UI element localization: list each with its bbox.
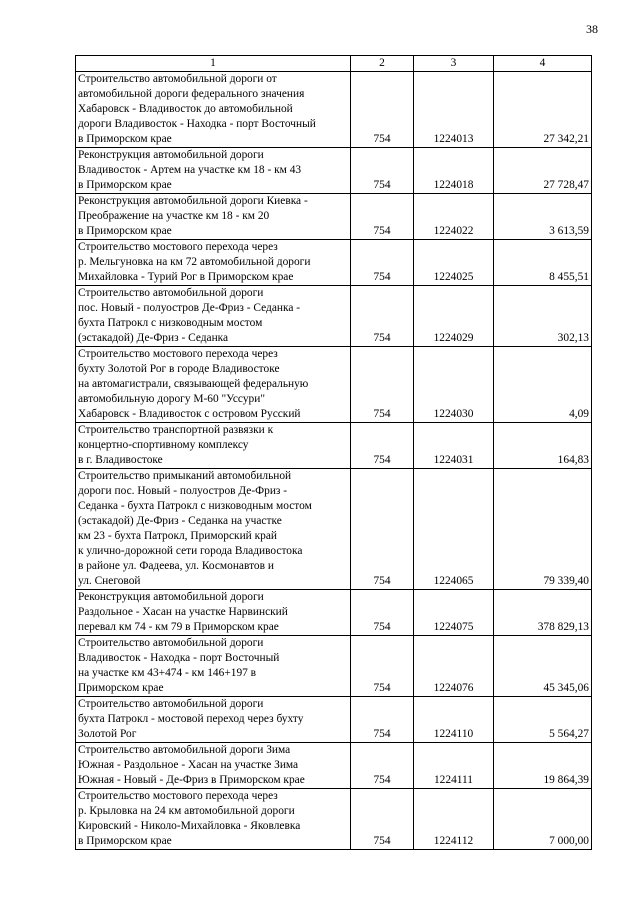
row-code-cell: 754 xyxy=(351,240,414,286)
row-article-cell: 1224022 xyxy=(414,194,494,240)
row-article-cell: 1224110 xyxy=(414,697,494,743)
table-row xyxy=(76,286,592,347)
row-code-cell: 754 xyxy=(351,636,414,697)
row-code-cell: 754 xyxy=(351,72,414,148)
column-header-4: 4 xyxy=(494,56,592,72)
row-amount-cell: 3 613,59 xyxy=(494,194,592,240)
row-code-cell: 754 xyxy=(351,469,414,590)
table-row xyxy=(76,148,592,194)
row-name-cell: Реконструкция автомобильной дороги Владивосток - Артем на участке км 18 - км 43 в Приморском крае xyxy=(76,148,351,194)
row-amount-cell: 8 455,51 xyxy=(494,240,592,286)
row-name-cell: Строительство автомобильной дороги Зима Южная - Раздольное - Хасан на участке Зима Южная - Новый - Де-Фриз в Приморском крае xyxy=(76,743,351,789)
table-row xyxy=(76,743,592,789)
row-amount-cell: 4,09 xyxy=(494,347,592,423)
table-body xyxy=(76,56,592,850)
row-code-cell: 754 xyxy=(351,286,414,347)
budget-table xyxy=(75,55,592,850)
row-amount-cell: 27 342,21 xyxy=(494,72,592,148)
row-code-cell: 754 xyxy=(351,789,414,850)
row-amount-cell: 5 564,27 xyxy=(494,697,592,743)
row-article-cell: 1224031 xyxy=(414,423,494,469)
table-header-row xyxy=(76,56,592,72)
row-article-cell: 1224111 xyxy=(414,743,494,789)
row-amount-cell: 79 339,40 xyxy=(494,469,592,590)
row-name-cell: Строительство мостового перехода через бухту Золотой Рог в городе Владивостоке на автомагистрали, связывающей федеральную автомобильную дорогу М-60 "Уссури" Хабаровск - Владивосток с островом Русский xyxy=(76,347,351,423)
page-number: 38 xyxy=(586,22,598,36)
row-code-cell: 754 xyxy=(351,194,414,240)
row-article-cell: 1224075 xyxy=(414,590,494,636)
row-article-cell: 1224030 xyxy=(414,347,494,423)
row-name-cell: Строительство автомобильной дороги бухта Патрокл - мостовой переход через бухту Золотой Рог xyxy=(76,697,351,743)
row-name-cell: Строительство автомобильной дороги Владивосток - Находка - порт Восточный на участке км 43+474 - км 146+197 в Приморском крае xyxy=(76,636,351,697)
row-code-cell: 754 xyxy=(351,423,414,469)
row-name-cell: Строительство автомобильной дороги пос. Новый - полуостров Де-Фриз - Седанка - бухта Патрокл с низководным мостом (эстакадой) Де-Фриз - Седанка xyxy=(76,286,351,347)
row-code-cell: 754 xyxy=(351,590,414,636)
row-article-cell: 1224018 xyxy=(414,148,494,194)
row-amount-cell: 302,13 xyxy=(494,286,592,347)
row-article-cell: 1224112 xyxy=(414,789,494,850)
row-article-cell: 1224076 xyxy=(414,636,494,697)
table-row xyxy=(76,590,592,636)
table-row xyxy=(76,789,592,850)
row-article-cell: 1224025 xyxy=(414,240,494,286)
row-article-cell: 1224065 xyxy=(414,469,494,590)
row-amount-cell: 7 000,00 xyxy=(494,789,592,850)
row-code-cell: 754 xyxy=(351,347,414,423)
row-article-cell: 1224013 xyxy=(414,72,494,148)
row-name-cell: Строительство автомобильной дороги от автомобильной дороги федерального значения Хабаровск - Владивосток до автомобильной дороги Владивосток - Находка - порт Восточный в Приморском крае xyxy=(76,72,351,148)
table-row xyxy=(76,240,592,286)
column-header-2: 2 xyxy=(351,56,414,72)
table-row xyxy=(76,347,592,423)
row-name-cell: Реконструкция автомобильной дороги Раздольное - Хасан на участке Нарвинский перевал км 74 - км 79 в Приморском крае xyxy=(76,590,351,636)
row-name-cell: Реконструкция автомобильной дороги Киевка - Преображение на участке км 18 - км 20 в Приморском крае xyxy=(76,194,351,240)
row-code-cell: 754 xyxy=(351,148,414,194)
row-amount-cell: 45 345,06 xyxy=(494,636,592,697)
row-code-cell: 754 xyxy=(351,743,414,789)
row-amount-cell: 378 829,13 xyxy=(494,590,592,636)
column-header-1: 1 xyxy=(76,56,351,72)
row-name-cell: Строительство мостового перехода через р. Крыловка на 24 км автомобильной дороги Кировский - Николо-Михайловка - Яковлевка в Приморском крае xyxy=(76,789,351,850)
row-name-cell: Строительство примыканий автомобильной дороги пос. Новый - полуостров Де-Фриз - Седанка - бухта Патрокл с низководным мостом (эстакадой) Де-Фриз - Седанка на участке км 23 - бухта Патрокл, Приморский край к улично-дорожной сети города Владивостока в районе ул. Фадеева, ул. Космонавтов и ул. Снеговой xyxy=(76,469,351,590)
table-row xyxy=(76,72,592,148)
row-name-cell: Строительство транспортной развязки к концертно-спортивному комплексу в г. Владивостоке xyxy=(76,423,351,469)
column-header-3: 3 xyxy=(414,56,494,72)
row-code-cell: 754 xyxy=(351,697,414,743)
row-amount-cell: 164,83 xyxy=(494,423,592,469)
row-name-cell: Строительство мостового перехода через р. Мельгуновка на км 72 автомобильной дороги Михайловка - Турий Рог в Приморском крае xyxy=(76,240,351,286)
table-row xyxy=(76,423,592,469)
table-row xyxy=(76,636,592,697)
table-row xyxy=(76,469,592,590)
table-row xyxy=(76,697,592,743)
row-amount-cell: 19 864,39 xyxy=(494,743,592,789)
row-amount-cell: 27 728,47 xyxy=(494,148,592,194)
row-article-cell: 1224029 xyxy=(414,286,494,347)
table-row xyxy=(76,194,592,240)
